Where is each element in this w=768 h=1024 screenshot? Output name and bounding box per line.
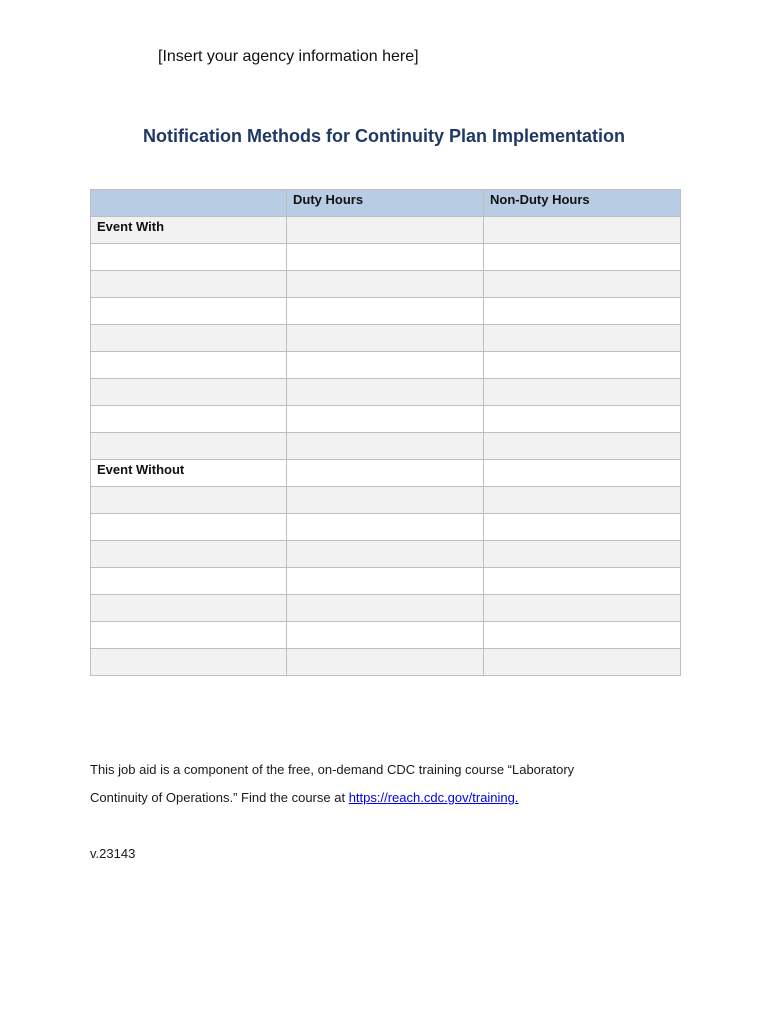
duty-hours-cell[interactable] bbox=[287, 406, 484, 433]
agency-info-placeholder: [Insert your agency information here] bbox=[158, 48, 419, 65]
table-header-row bbox=[91, 190, 681, 217]
table-row bbox=[91, 568, 681, 595]
non-duty-hours-cell[interactable] bbox=[484, 379, 681, 406]
non-duty-hours-cell[interactable] bbox=[484, 622, 681, 649]
table-row bbox=[91, 649, 681, 676]
non-duty-hours-cell[interactable] bbox=[484, 406, 681, 433]
duty-hours-cell[interactable] bbox=[287, 649, 484, 676]
non-duty-hours-cell[interactable] bbox=[484, 298, 681, 325]
duty-hours-cell[interactable] bbox=[287, 325, 484, 352]
table-row bbox=[91, 325, 681, 352]
event-cell bbox=[91, 541, 287, 568]
event-cell bbox=[91, 352, 287, 379]
non-duty-hours-cell[interactable] bbox=[484, 271, 681, 298]
table-row bbox=[91, 271, 681, 298]
table-row bbox=[91, 433, 681, 460]
duty-hours-cell[interactable] bbox=[287, 352, 484, 379]
table-row bbox=[91, 487, 681, 514]
row-group-label: Event Without bbox=[91, 460, 287, 487]
non-duty-hours-cell[interactable] bbox=[484, 541, 681, 568]
table-row bbox=[91, 298, 681, 325]
course-footnote bbox=[90, 756, 690, 812]
non-duty-hours-cell[interactable] bbox=[484, 460, 681, 487]
duty-hours-cell[interactable] bbox=[287, 433, 484, 460]
event-cell bbox=[91, 649, 287, 676]
row-group-label: Event With bbox=[91, 217, 287, 244]
footnote-line-1: This job aid is a component of the free, on-demand CDC training course “Laboratory bbox=[90, 762, 575, 777]
non-duty-hours-cell[interactable] bbox=[484, 568, 681, 595]
version-label: v.23143 bbox=[90, 846, 136, 861]
duty-hours-cell[interactable] bbox=[287, 514, 484, 541]
non-duty-hours-cell[interactable] bbox=[484, 352, 681, 379]
footnote-line-2: Continuity of Operations.” Find the course at bbox=[90, 790, 349, 805]
column-header-non-duty-hours: Non-Duty Hours bbox=[484, 190, 681, 217]
event-cell bbox=[91, 379, 287, 406]
event-cell bbox=[91, 514, 287, 541]
non-duty-hours-cell[interactable] bbox=[484, 433, 681, 460]
table-row bbox=[91, 595, 681, 622]
table-row bbox=[91, 541, 681, 568]
table-body bbox=[91, 217, 681, 676]
event-cell bbox=[91, 622, 287, 649]
duty-hours-cell[interactable] bbox=[287, 244, 484, 271]
event-cell bbox=[91, 298, 287, 325]
column-header-event bbox=[91, 190, 287, 217]
table-row bbox=[91, 622, 681, 649]
event-cell bbox=[91, 271, 287, 298]
table-row bbox=[91, 460, 681, 487]
duty-hours-cell[interactable] bbox=[287, 379, 484, 406]
event-cell bbox=[91, 244, 287, 271]
non-duty-hours-cell[interactable] bbox=[484, 244, 681, 271]
non-duty-hours-cell[interactable] bbox=[484, 325, 681, 352]
table-row bbox=[91, 379, 681, 406]
non-duty-hours-cell[interactable] bbox=[484, 514, 681, 541]
non-duty-hours-cell[interactable] bbox=[484, 217, 681, 244]
event-cell bbox=[91, 433, 287, 460]
duty-hours-cell[interactable] bbox=[287, 271, 484, 298]
duty-hours-cell[interactable] bbox=[287, 622, 484, 649]
table-header bbox=[91, 190, 681, 217]
duty-hours-cell[interactable] bbox=[287, 595, 484, 622]
duty-hours-cell[interactable] bbox=[287, 541, 484, 568]
event-cell bbox=[91, 568, 287, 595]
event-cell bbox=[91, 325, 287, 352]
non-duty-hours-cell[interactable] bbox=[484, 649, 681, 676]
table-row bbox=[91, 514, 681, 541]
table-row bbox=[91, 406, 681, 433]
table-row bbox=[91, 244, 681, 271]
column-header-duty-hours: Duty Hours bbox=[287, 190, 484, 217]
table-row bbox=[91, 217, 681, 244]
event-cell bbox=[91, 595, 287, 622]
course-link[interactable]: https://reach.cdc.gov/training. bbox=[348, 790, 519, 805]
non-duty-hours-cell[interactable] bbox=[484, 595, 681, 622]
duty-hours-cell[interactable] bbox=[287, 298, 484, 325]
notification-methods-table bbox=[90, 189, 681, 676]
document-title: Notification Methods for Continuity Plan Implementation bbox=[143, 126, 625, 146]
duty-hours-cell[interactable] bbox=[287, 568, 484, 595]
duty-hours-cell[interactable] bbox=[287, 487, 484, 514]
duty-hours-cell[interactable] bbox=[287, 460, 484, 487]
event-cell bbox=[91, 406, 287, 433]
event-cell bbox=[91, 487, 287, 514]
duty-hours-cell[interactable] bbox=[287, 217, 484, 244]
non-duty-hours-cell[interactable] bbox=[484, 487, 681, 514]
table-row bbox=[91, 352, 681, 379]
